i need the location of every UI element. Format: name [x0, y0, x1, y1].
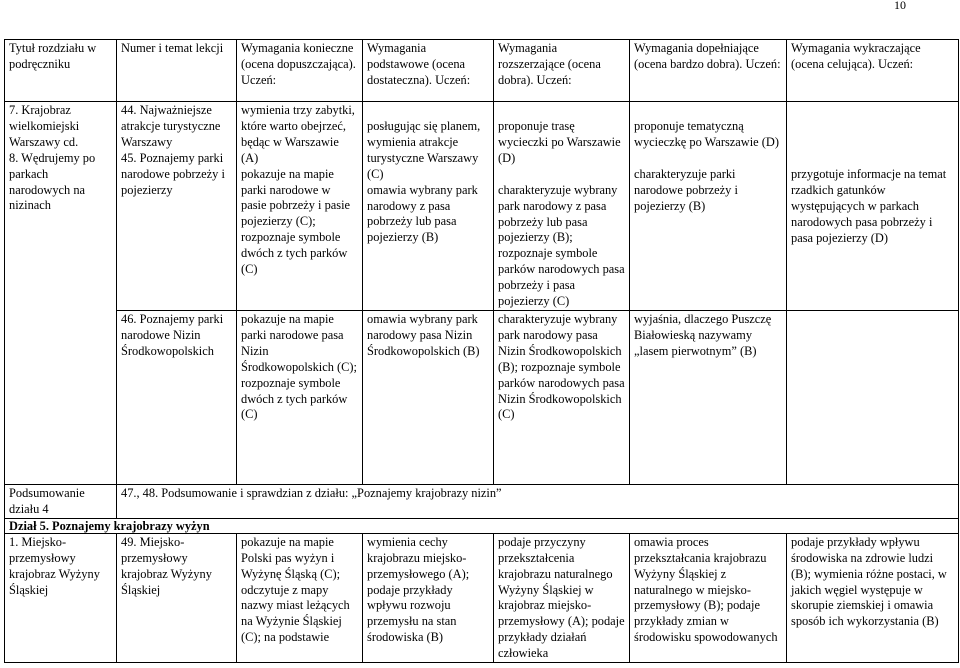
- dopelniajace-text-b: charakteryzuje parki narodowe pobrzeży i pojezierzy (B): [634, 166, 738, 213]
- summary-label: Podsumowanie działu 4: [5, 484, 117, 518]
- header-lesson: Numer i temat lekcji: [117, 40, 237, 102]
- konieczne-49-cell: pokazuje na mapie Polski pas wyżyn i Wyżynę Śląską (C); odczytuje z mapy nazwy miast leżących na Wyżynie Śląskiej (C); na podstawie: [237, 533, 363, 662]
- podstawowe-cell: [363, 102, 494, 311]
- konieczne-46-cell: pokazuje na mapie parki narodowe pasa Nizin Środkowopolskich (C); rozpoznaje symbole dwóch z tych parków (C): [237, 310, 363, 484]
- header-chapter: Tytuł rozdziału w podręczniku: [5, 40, 117, 102]
- chapter-cell: [5, 102, 117, 485]
- section-row: [5, 518, 959, 533]
- header-rozszerzajace: Wymagania rozszerzające (ocena dobra). Uczeń:: [494, 40, 630, 102]
- table-row-lesson-46: [5, 310, 959, 484]
- chapter-1-cell: 1. Miejsko-przemysłowy krajobraz Wyżyny Śląskiej: [5, 533, 117, 662]
- header-wykraczajace: Wymagania wykraczające (ocena celująca). Uczeń:: [787, 40, 959, 102]
- podstawowe-text-a: posługując się planem, wymienia atrakcje turystyczne Warszawy (C): [367, 119, 481, 181]
- podstawowe-text-b: omawia wybrany park narodowy z pasa pobrzeży lub pasa pojezierzy (B): [367, 182, 478, 245]
- konieczne-text-b: pokazuje na mapie parki narodowe w pasie pobrzeży i pasie pojezierzy (C); rozpoznaje symbole dwóch z tych parków (C): [241, 166, 351, 277]
- section-title: Dział 5. Poznajemy krajobrazy wyżyn: [5, 518, 959, 533]
- rozszerzajace-text-a: proponuje trasę wycieczki po Warszawie (D): [498, 119, 621, 165]
- konieczne-text-a: wymienia trzy zabytki, które warto obejrzeć, będąc w Warszawie (A): [241, 103, 355, 165]
- chapter-7: 7. Krajobraz wielkomiejski Warszawy cd.: [9, 103, 80, 149]
- konieczne-cell: [237, 102, 363, 311]
- rozszerzajace-text-b: charakteryzuje wybrany park narodowy z pasa pobrzeży lub pasa pojezierzy (B); rozpoznaje symbole parków narodowych pasa pobrzeży i pasa pojezierzy (C): [498, 182, 625, 309]
- rozszerzajace-49-cell: podaje przyczyny przekształcenia krajobrazu naturalnego Wyżyny Śląskiej w krajobraz miejsko-przemysłowy (A); podaje przykłady działań człowieka: [494, 533, 630, 662]
- wykraczajace-49-cell: podaje przykłady wpływu środowiska na zdrowie ludzi (B); wymienia różne postaci, w jakich węgiel występuje w skorupie ziemskiej i omawia sposób ich wykorzystania (B): [787, 533, 959, 662]
- header-konieczne: Wymagania konieczne (ocena dopuszczająca). Uczeń:: [237, 40, 363, 102]
- lesson-44: 44. Najważniejsze atrakcje turystyczne Warszawy: [121, 103, 221, 149]
- wykraczajace-text-b: przygotuje informacje na temat rzadkich gatunków występujących w parkach narodowych pasa pobrzeży i pasa pojezierzy (D): [791, 167, 947, 245]
- podstawowe-49-cell: wymienia cechy krajobrazu miejsko-przemysłowego (A); podaje przykłady wpływu rozwoju przemysłu na stan środowiska (B): [363, 533, 494, 662]
- rozszerzajace-cell: [494, 102, 630, 311]
- header-podstawowe: Wymagania podstawowe (ocena dostateczna). Uczeń:: [363, 40, 494, 102]
- lesson-cell: [117, 102, 237, 311]
- wykraczajace-cell: [787, 102, 959, 311]
- dopelniajace-cell: [630, 102, 787, 311]
- summary-row: [5, 484, 959, 518]
- dopelniajace-46-cell: wyjaśnia, dlaczego Puszczę Białowieską nazywamy „lasem pierwotnym” (B): [630, 310, 787, 484]
- requirements-table: [4, 39, 959, 663]
- lesson-45: 45. Poznajemy parki narodowe pobrzeży i pojezierzy: [121, 150, 225, 197]
- header-dopelniajace: Wymagania dopełniające (ocena bardzo dobra). Uczeń:: [630, 40, 787, 102]
- rozszerzajace-46-cell: charakteryzuje wybrany park narodowy pasa Nizin Środkowopolskich (B); rozpoznaje symbole parków narodowych pasa Nizin Środkowopolskich (C): [494, 310, 630, 484]
- dopelniajace-49-cell: omawia proces przekształcania krajobrazu Wyżyny Śląskiej z naturalnego w miejsko-przemysłowy (B); podaje przykłady zmian w środowisku spowodowanych: [630, 533, 787, 662]
- dopelniajace-text-a: proponuje tematyczną wycieczkę po Warszawie (D): [634, 119, 779, 149]
- summary-text: 47., 48. Podsumowanie i sprawdzian z działu: „Poznajemy krajobrazy nizin”: [117, 484, 959, 518]
- table-row-lesson-49: [5, 533, 959, 662]
- header-row: [5, 40, 959, 102]
- podstawowe-46-cell: omawia wybrany park narodowy pasa Nizin Środkowopolskich (B): [363, 310, 494, 484]
- page-number: 10: [894, 0, 906, 12]
- wykraczajace-46-cell: [787, 310, 959, 484]
- table-row-lessons-44-45: [5, 102, 959, 311]
- lesson-46-cell: 46. Poznajemy parki narodowe Nizin Środkowopolskich: [117, 310, 237, 484]
- chapter-8: 8. Wędrujemy po parkach narodowych na nizinach: [9, 150, 96, 213]
- lesson-49-cell: 49. Miejsko-przemysłowy krajobraz Wyżyny Śląskiej: [117, 533, 237, 662]
